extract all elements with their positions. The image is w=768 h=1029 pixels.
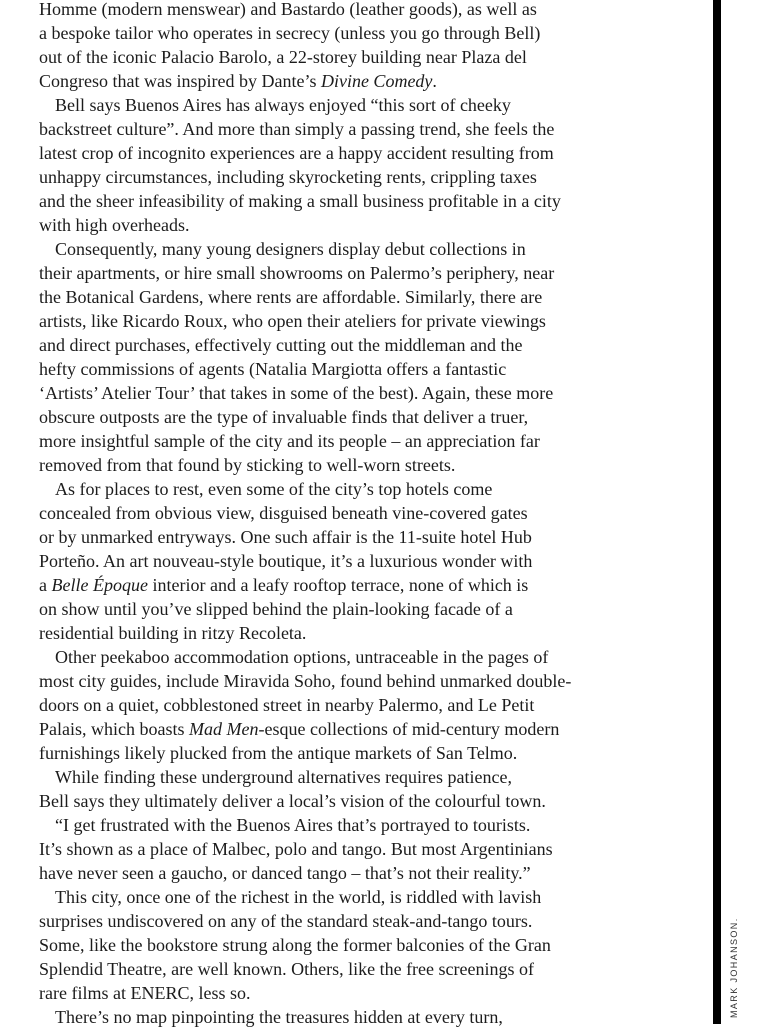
text-line: or by unmarked entryways. One such affair is the 11-suite hotel Hub <box>39 527 532 547</box>
text-line: with high overheads. <box>39 215 190 235</box>
text-line: Homme (modern menswear) and Bastardo (leather goods), as well as <box>39 0 537 19</box>
text-line: “I get frustrated with the Buenos Aires that’s portrayed to tourists. <box>55 815 531 835</box>
text-line: This city, once one of the richest in the world, is riddled with lavish <box>55 887 542 907</box>
text-line: backstreet culture”. And more than simply a passing trend, she feels the <box>39 119 555 139</box>
photo-credit: MARK JOHANSON. <box>729 917 739 1018</box>
paragraph <box>39 813 577 885</box>
text-line: latest crop of incognito experiences are a happy accident resulting from <box>39 143 554 163</box>
text-line: Palais, which boasts Mad Men-esque collections of mid-century modern <box>39 719 560 739</box>
text-line: on show until you’ve slipped behind the plain-looking facade of a <box>39 599 513 619</box>
text-line: a bespoke tailor who operates in secrecy (unless you go through Bell) <box>39 23 541 43</box>
text-line: artists, like Ricardo Roux, who open their ateliers for private viewings <box>39 311 546 331</box>
paragraph <box>39 1005 577 1029</box>
text-line: most city guides, include Miravida Soho, found behind unmarked double- <box>39 671 572 691</box>
text-line: residential building in ritzy Recoleta. <box>39 623 307 643</box>
text-line: Some, like the bookstore strung along the former balconies of the Gran <box>39 935 551 955</box>
text-line: removed from that found by sticking to well-worn streets. <box>39 455 456 475</box>
text-line: As for places to rest, even some of the city’s top hotels come <box>55 479 493 499</box>
article-column <box>39 0 577 1029</box>
text-line: surprises undiscovered on any of the standard steak-and-tango tours. <box>39 911 533 931</box>
text-line: There’s no map pinpointing the treasures hidden at every turn, <box>55 1007 503 1027</box>
text-line: and the sheer infeasibility of making a small business profitable in a city <box>39 191 561 211</box>
text-line: Bell says they ultimately deliver a local’s vision of the colourful town. <box>39 791 546 811</box>
text-line: have never seen a gaucho, or danced tango – that’s not their reality.” <box>39 863 531 883</box>
text-line: rare films at ENERC, less so. <box>39 983 251 1003</box>
text-line: While finding these underground alternatives requires patience, <box>55 767 513 787</box>
vertical-rule <box>713 0 721 1024</box>
text-line: ‘Artists’ Atelier Tour’ that takes in some of the best). Again, these more <box>39 383 554 403</box>
text-line: Porteño. An art nouveau-style boutique, it’s a luxurious wonder with <box>39 551 533 571</box>
paragraph <box>39 237 577 477</box>
text-line: Congreso that was inspired by Dante’s Divine Comedy. <box>39 71 437 91</box>
text-line: Other peekaboo accommodation options, untraceable in the pages of <box>55 647 549 667</box>
paragraph <box>39 765 577 813</box>
text-line: obscure outposts are the type of invaluable finds that deliver a truer, <box>39 407 529 427</box>
text-line: out of the iconic Palacio Barolo, a 22-storey building near Plaza del <box>39 47 527 67</box>
text-line: Splendid Theatre, are well known. Others, like the free screenings of <box>39 959 534 979</box>
text-line: more insightful sample of the city and its people – an appreciation far <box>39 431 540 451</box>
text-line: and direct purchases, effectively cutting out the middleman and the <box>39 335 523 355</box>
paragraph <box>39 885 577 1005</box>
text-line: Bell says Buenos Aires has always enjoyed “this sort of cheeky <box>55 95 511 115</box>
paragraph <box>39 477 577 645</box>
text-line: Consequently, many young designers display debut collections in <box>55 239 526 259</box>
paragraph <box>39 0 577 93</box>
text-line: furnishings likely plucked from the antique markets of San Telmo. <box>39 743 518 763</box>
paragraph <box>39 93 577 237</box>
text-line: concealed from obvious view, disguised beneath vine-covered gates <box>39 503 528 523</box>
text-line: doors on a quiet, cobblestoned street in nearby Palermo, and Le Petit <box>39 695 535 715</box>
paragraph <box>39 645 577 765</box>
text-line: the Botanical Gardens, where rents are affordable. Similarly, there are <box>39 287 543 307</box>
text-line: unhappy circumstances, including skyrocketing rents, crippling taxes <box>39 167 537 187</box>
text-line: It’s shown as a place of Malbec, polo and tango. But most Argentinians <box>39 839 553 859</box>
text-line: a Belle Époque interior and a leafy rooftop terrace, none of which is <box>39 575 529 595</box>
text-line: their apartments, or hire small showrooms on Palermo’s periphery, near <box>39 263 555 283</box>
text-line: hefty commissions of agents (Natalia Margiotta offers a fantastic <box>39 359 507 379</box>
